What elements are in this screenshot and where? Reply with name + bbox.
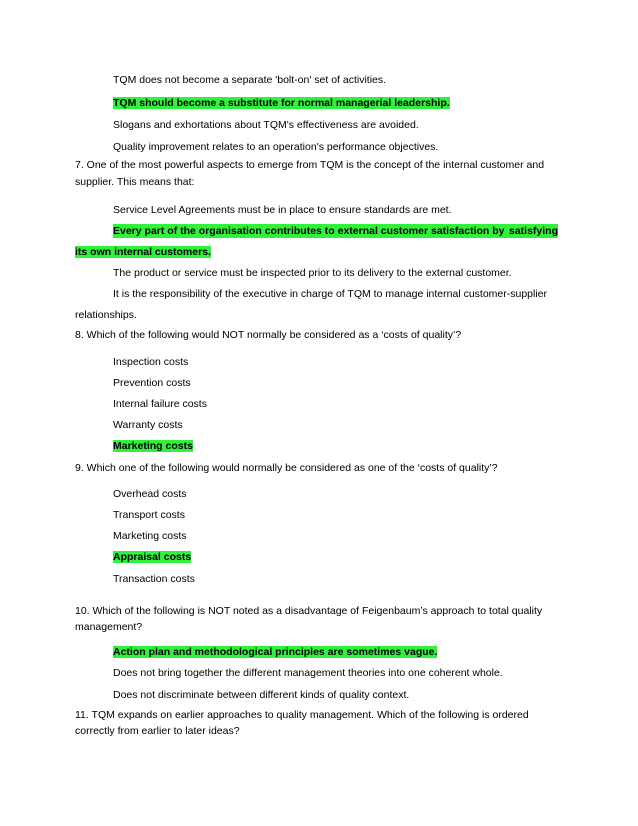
question-7-text: 7. One of the most powerful aspects to emerge from TQM is the concept of the internal customer and	[75, 159, 545, 171]
option-text: Overhead costs	[113, 488, 187, 500]
highlighted-answer	[113, 224, 558, 238]
question-11-text: correctly from earlier to later ideas?	[75, 725, 240, 737]
option-text: Does not discriminate between different kinds of quality context.	[113, 689, 410, 701]
question-10-text: management?	[75, 621, 143, 633]
option-text: Slogans and exhortations about TQM's effectiveness are avoided.	[113, 119, 419, 131]
option-text: Transaction costs	[113, 573, 195, 585]
highlighted-answer: its own internal customers.	[75, 246, 211, 258]
question-9-text: 9. Which one of the following would normally be considered as one of the ‘costs of quality’?	[75, 462, 498, 474]
option-text: Service Level Agreements must be in place to ensure standards are met.	[113, 204, 452, 216]
question-11-text: 11. TQM expands on earlier approaches to quality management. Which of the following is ordered	[75, 709, 529, 721]
option-text: Quality improvement relates to an operation's performance objectives.	[113, 141, 439, 153]
highlighted-answer-part: Every part of the organisation contributes to external customer satisfaction by	[113, 225, 505, 237]
highlighted-answer-part: satisfying	[508, 225, 558, 237]
option-text: TQM does not become a separate 'bolt-on' set of activities.	[113, 74, 387, 86]
highlighted-answer: Action plan and methodological principles are sometimes vague.	[113, 646, 438, 658]
option-text: Inspection costs	[113, 356, 189, 368]
option-text: It is the responsibility of the executive in charge of TQM to manage internal customer-supplier	[113, 288, 548, 300]
highlighted-answer: Appraisal costs	[113, 551, 192, 563]
question-7-text: supplier. This means that:	[75, 176, 195, 188]
highlighted-answer: Marketing costs	[113, 440, 193, 452]
option-text: Does not bring together the different management theories into one coherent whole.	[113, 667, 503, 679]
option-text: Prevention costs	[113, 377, 191, 389]
option-text: Internal failure costs	[113, 398, 207, 410]
highlighted-answer: TQM should become a substitute for normal managerial leadership.	[113, 97, 450, 109]
option-text: relationships.	[75, 309, 137, 321]
option-text: Warranty costs	[113, 419, 183, 431]
question-10-text: 10. Which of the following is NOT noted as a disadvantage of Feigenbaum’s approach to total quality	[75, 605, 543, 617]
option-text: Marketing costs	[113, 530, 187, 542]
option-text: The product or service must be inspected prior to its delivery to the external customer.	[113, 267, 512, 279]
option-text: Transport costs	[113, 509, 185, 521]
question-8-text: 8. Which of the following would NOT normally be considered as a ‘costs of quality’?	[75, 329, 462, 341]
